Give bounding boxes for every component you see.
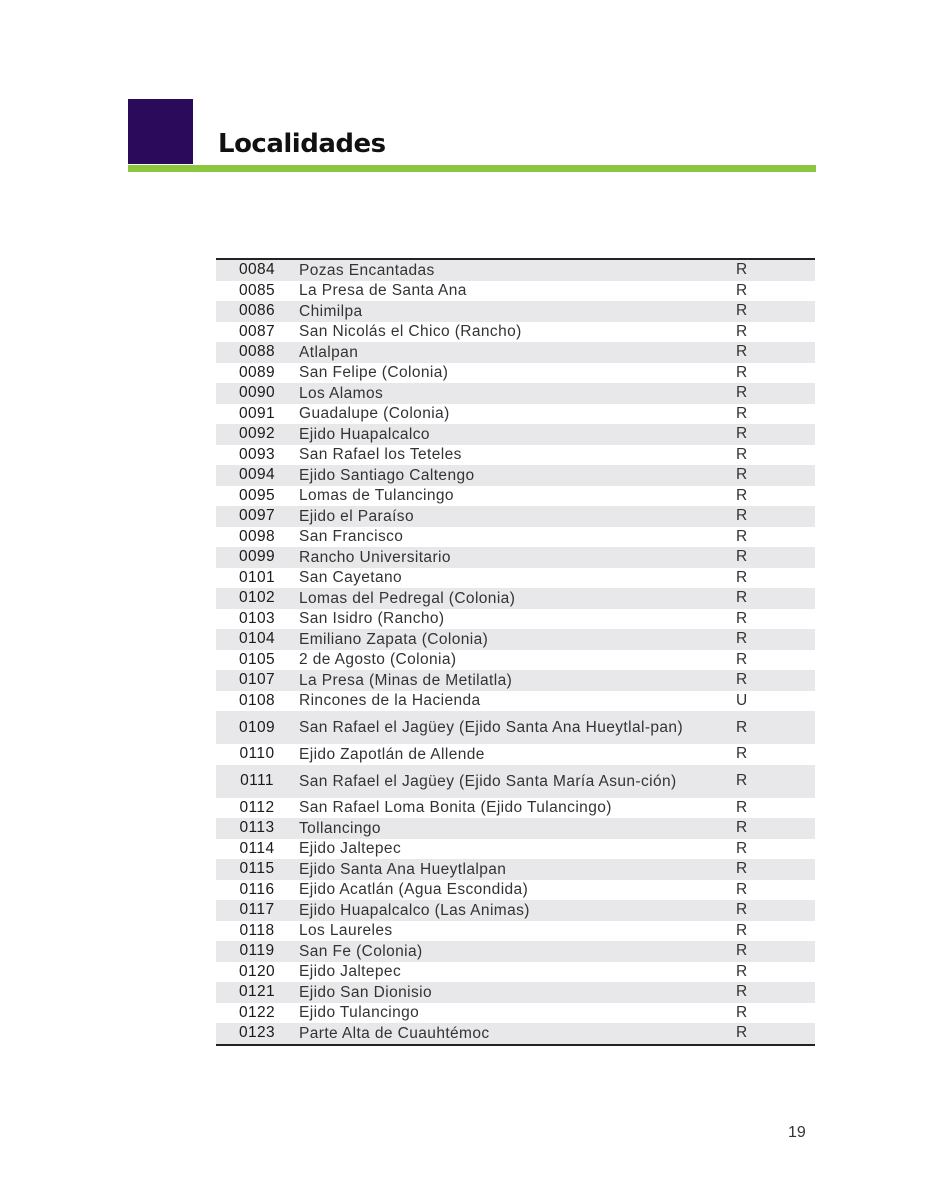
table-row (216, 839, 815, 860)
locality-type: R (736, 671, 748, 689)
table-row (216, 744, 815, 765)
table-row (216, 281, 815, 302)
locality-name: Emiliano Zapata (Colonia) (299, 630, 489, 648)
locality-name: Ejido Jaltepec (299, 963, 402, 981)
locality-code: 0101 (238, 568, 276, 586)
locality-name: Ejido Tulancingo (299, 1004, 420, 1022)
locality-code: 0118 (239, 921, 275, 939)
locality-type: R (736, 568, 748, 586)
locality-code: 0091 (238, 404, 276, 422)
locality-name: San Rafael los Teteles (299, 446, 462, 464)
locality-name: San Fe (Colonia) (299, 942, 423, 960)
locality-name: Rancho Universitario (299, 548, 451, 566)
table-row (216, 629, 815, 650)
locality-name: San Isidro (Rancho) (299, 610, 445, 628)
locality-name: La Presa (Minas de Metilatla) (299, 671, 513, 689)
locality-code: 0110 (239, 745, 275, 763)
locality-name: Chimilpa (299, 302, 363, 320)
locality-type: R (736, 718, 748, 736)
table-row (216, 363, 815, 384)
locality-name: San Rafael el Jagüey (Ejido Santa Ana Hueytlal-pan) (299, 719, 684, 736)
locality-name: Pozas Encantadas (299, 261, 435, 279)
locality-code: 0085 (238, 281, 276, 299)
locality-code: 0109 (238, 718, 276, 736)
table-row (216, 941, 815, 962)
locality-type: R (736, 548, 748, 566)
locality-type: R (736, 630, 748, 648)
table-row (216, 921, 815, 942)
locality-code: 0098 (238, 527, 276, 545)
locality-code: 0105 (238, 650, 276, 668)
locality-code: 0120 (238, 962, 276, 980)
locality-code: 0114 (239, 839, 275, 857)
locality-type: R (736, 322, 748, 340)
table-row (216, 900, 815, 921)
locality-type: R (736, 798, 748, 816)
table-row (216, 527, 815, 548)
locality-name: 2 de Agosto (Colonia) (299, 651, 457, 669)
table-row (216, 880, 815, 901)
locality-type: R (736, 860, 748, 878)
table-row (216, 588, 815, 609)
locality-code: 0102 (238, 589, 276, 607)
locality-code: 0095 (238, 486, 276, 504)
locality-type: R (736, 962, 748, 980)
locality-type: R (736, 425, 748, 443)
locality-type: R (736, 384, 748, 402)
locality-code: 0092 (238, 425, 276, 443)
table-row (216, 506, 815, 527)
page-number: 19 (788, 1124, 806, 1141)
table-row (216, 445, 815, 466)
locality-type: R (736, 650, 748, 668)
table-row (216, 424, 815, 445)
locality-code: 0090 (238, 384, 276, 402)
table-row (216, 609, 815, 630)
table-row (216, 301, 815, 322)
locality-type: R (736, 880, 748, 898)
locality-code: 0099 (238, 548, 276, 566)
locality-code: 0107 (238, 671, 276, 689)
locality-code: 0093 (238, 445, 276, 463)
table-row (216, 818, 815, 839)
header-divider (128, 165, 816, 172)
locality-code: 0094 (238, 466, 276, 484)
locality-name: Los Alamos (299, 384, 384, 402)
locality-name: Los Laureles (299, 922, 393, 940)
header-color-block (128, 99, 193, 164)
locality-code: 0087 (238, 322, 276, 340)
locality-code: 0111 (240, 772, 274, 789)
table-row (216, 982, 815, 1003)
locality-type: R (736, 343, 748, 361)
locality-name: La Presa de Santa Ana (299, 282, 467, 300)
table-row (216, 322, 815, 343)
locality-type: R (736, 261, 748, 279)
locality-name: Ejido Santa Ana Hueytlalpan (299, 860, 507, 878)
table-row (216, 670, 815, 691)
locality-type: R (736, 609, 748, 627)
locality-type: R (736, 445, 748, 463)
table-row (216, 547, 815, 568)
locality-name: Lomas del Pedregal (Colonia) (299, 589, 516, 607)
locality-type: R (736, 507, 748, 525)
locality-code: 0104 (238, 630, 276, 648)
locality-type: R (736, 466, 748, 484)
locality-type: R (736, 404, 748, 422)
locality-type: R (736, 363, 748, 381)
locality-type: R (736, 983, 748, 1001)
locality-code: 0086 (238, 302, 276, 320)
page-title: Localidades (218, 129, 386, 159)
locality-name: Ejido Jaltepec (299, 840, 402, 858)
table-row (216, 1023, 815, 1044)
locality-type: R (736, 745, 748, 763)
locality-type: R (736, 942, 748, 960)
locality-code: 0122 (238, 1003, 276, 1021)
locality-name: Rincones de la Hacienda (299, 692, 481, 710)
locality-type: R (736, 772, 748, 789)
locality-code: 0103 (238, 609, 276, 627)
locality-type: R (736, 819, 748, 837)
locality-type: R (736, 839, 748, 857)
locality-name: Ejido Acatlán (Agua Escondida) (299, 881, 529, 899)
locality-code: 0115 (239, 860, 275, 878)
table-row (216, 260, 815, 281)
locality-code: 0113 (239, 819, 275, 837)
locality-type: R (736, 281, 748, 299)
locality-name: Tollancingo (299, 819, 381, 837)
locality-type: R (736, 901, 748, 919)
locality-name: Ejido Huapalcalco (299, 425, 430, 443)
table-row (216, 486, 815, 507)
table-row (216, 404, 815, 425)
locality-code: 0123 (238, 1024, 276, 1042)
table-row (216, 342, 815, 363)
locality-type: R (736, 1024, 748, 1042)
locality-type: R (736, 589, 748, 607)
locality-type: R (736, 302, 748, 320)
locality-code: 0119 (239, 942, 275, 960)
locality-code: 0088 (238, 343, 276, 361)
locality-code: 0121 (238, 983, 276, 1001)
table-row (216, 465, 815, 486)
locality-code: 0089 (238, 363, 276, 381)
locality-name: Guadalupe (Colonia) (299, 405, 450, 423)
locality-code: 0097 (238, 507, 276, 525)
locality-name: San Felipe (Colonia) (299, 364, 449, 382)
locality-code: 0116 (239, 880, 275, 898)
locality-name: Ejido Zapotlán de Allende (299, 745, 485, 763)
table-row (216, 711, 815, 744)
locality-name: San Rafael el Jagüey (Ejido Santa María Asun-ción) (299, 772, 677, 790)
locality-name: San Cayetano (299, 569, 403, 587)
table-row (216, 691, 815, 712)
locality-code: 0117 (239, 901, 275, 919)
table-row (216, 568, 815, 589)
locality-name: Parte Alta de Cuauhtémoc (299, 1024, 490, 1042)
locality-type: U (736, 691, 748, 709)
locality-code: 0084 (238, 261, 276, 279)
locality-name: Lomas de Tulancingo (299, 487, 454, 505)
locality-name: Ejido el Paraíso (299, 507, 414, 525)
locality-type: R (736, 486, 748, 504)
table-row (216, 1003, 815, 1024)
table-row (216, 765, 815, 798)
table-row (216, 859, 815, 880)
locality-type: R (736, 1003, 748, 1021)
locality-code: 0112 (239, 798, 275, 816)
locality-name: San Francisco (299, 528, 404, 546)
table-row (216, 962, 815, 983)
locality-name: San Nicolás el Chico (Rancho) (299, 323, 522, 341)
table-row (216, 798, 815, 819)
locality-type: R (736, 527, 748, 545)
locality-code: 0108 (238, 691, 276, 709)
table-row (216, 383, 815, 404)
locality-name: Ejido Huapalcalco (Las Animas) (299, 901, 530, 919)
table-row (216, 650, 815, 671)
locality-name: San Rafael Loma Bonita (Ejido Tulancingo) (299, 799, 612, 817)
locality-name: Ejido San Dionisio (299, 983, 432, 1001)
locality-name: Ejido Santiago Caltengo (299, 466, 475, 484)
locality-type: R (736, 921, 748, 939)
locality-name: Atlalpan (299, 343, 359, 361)
localities-table (216, 258, 815, 1046)
